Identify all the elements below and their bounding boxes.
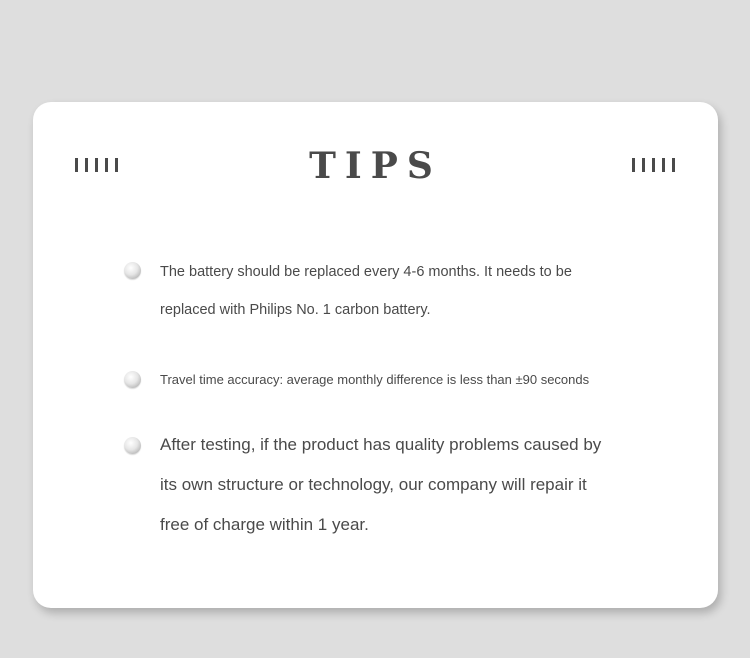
tick-mark [642,158,645,172]
bullet-icon [124,371,141,388]
tick-mark [632,158,635,172]
tick-mark [652,158,655,172]
tick-mark [672,158,675,172]
tip-text: After testing, if the product has quality problems caused by its own structure or technology, our company will repair it free of charge within 1 year. [160,435,602,534]
bullet-icon [124,437,141,454]
tips-card [33,102,718,608]
right-tick-marks [632,158,675,172]
tip-text: Travel time accuracy: average monthly difference is less than ±90 seconds [160,372,590,387]
bullet-icon [124,262,141,279]
page-title: TIPS [309,145,442,187]
tip-text: The battery should be replaced every 4-6 months. It needs to be replaced with Philips No. 1 carbon battery. [160,264,572,318]
tick-mark [662,158,665,172]
